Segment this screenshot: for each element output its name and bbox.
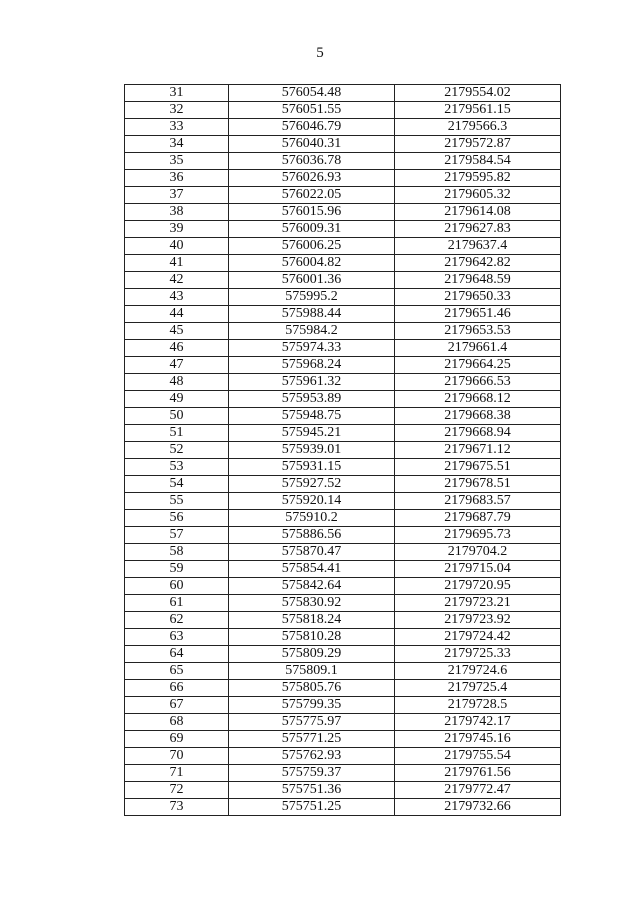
point-number-cell: 61	[125, 595, 229, 612]
point-number-cell: 44	[125, 306, 229, 323]
y-coordinate-cell: 2179724.6	[395, 663, 561, 680]
x-coordinate-cell: 575805.76	[229, 680, 395, 697]
x-coordinate-cell: 576040.31	[229, 136, 395, 153]
point-number-cell: 56	[125, 510, 229, 527]
y-coordinate-cell: 2179664.25	[395, 357, 561, 374]
table-row	[125, 799, 561, 816]
point-number-cell: 72	[125, 782, 229, 799]
table-row	[125, 697, 561, 714]
point-number-cell: 62	[125, 612, 229, 629]
table-row	[125, 510, 561, 527]
point-number-cell: 69	[125, 731, 229, 748]
page-number: 5	[316, 45, 324, 61]
y-coordinate-cell: 2179584.54	[395, 153, 561, 170]
point-number-cell: 50	[125, 408, 229, 425]
x-coordinate-cell: 575953.89	[229, 391, 395, 408]
table-row	[125, 391, 561, 408]
table-row	[125, 255, 561, 272]
x-coordinate-cell: 575762.93	[229, 748, 395, 765]
y-coordinate-cell: 2179614.08	[395, 204, 561, 221]
x-coordinate-cell: 575927.52	[229, 476, 395, 493]
point-number-cell: 65	[125, 663, 229, 680]
point-number-cell: 54	[125, 476, 229, 493]
x-coordinate-cell: 575886.56	[229, 527, 395, 544]
table-row	[125, 119, 561, 136]
y-coordinate-cell: 2179653.53	[395, 323, 561, 340]
table-row	[125, 731, 561, 748]
point-number-cell: 66	[125, 680, 229, 697]
table-row	[125, 425, 561, 442]
table-row	[125, 714, 561, 731]
point-number-cell: 57	[125, 527, 229, 544]
table-row	[125, 102, 561, 119]
table-row	[125, 289, 561, 306]
y-coordinate-cell: 2179648.59	[395, 272, 561, 289]
x-coordinate-cell: 575910.2	[229, 510, 395, 527]
y-coordinate-cell: 2179715.04	[395, 561, 561, 578]
x-coordinate-cell: 575842.64	[229, 578, 395, 595]
x-coordinate-cell: 575920.14	[229, 493, 395, 510]
x-coordinate-cell: 575968.24	[229, 357, 395, 374]
x-coordinate-cell: 576006.25	[229, 238, 395, 255]
y-coordinate-cell: 2179675.51	[395, 459, 561, 476]
y-coordinate-cell: 2179728.5	[395, 697, 561, 714]
point-number-cell: 49	[125, 391, 229, 408]
table-row	[125, 629, 561, 646]
point-number-cell: 68	[125, 714, 229, 731]
table-row	[125, 340, 561, 357]
point-number-cell: 73	[125, 799, 229, 816]
y-coordinate-cell: 2179671.12	[395, 442, 561, 459]
point-number-cell: 43	[125, 289, 229, 306]
point-number-cell: 46	[125, 340, 229, 357]
y-coordinate-cell: 2179605.32	[395, 187, 561, 204]
table-row	[125, 85, 561, 102]
point-number-cell: 38	[125, 204, 229, 221]
table-row	[125, 442, 561, 459]
point-number-cell: 34	[125, 136, 229, 153]
x-coordinate-cell: 575799.35	[229, 697, 395, 714]
point-number-cell: 51	[125, 425, 229, 442]
table-row	[125, 187, 561, 204]
x-coordinate-cell: 576022.05	[229, 187, 395, 204]
y-coordinate-cell: 2179755.54	[395, 748, 561, 765]
y-coordinate-cell: 2179724.42	[395, 629, 561, 646]
y-coordinate-cell: 2179678.51	[395, 476, 561, 493]
point-number-cell: 45	[125, 323, 229, 340]
table-row	[125, 204, 561, 221]
table-row	[125, 646, 561, 663]
x-coordinate-cell: 575984.2	[229, 323, 395, 340]
y-coordinate-cell: 2179723.21	[395, 595, 561, 612]
y-coordinate-cell: 2179687.79	[395, 510, 561, 527]
point-number-cell: 40	[125, 238, 229, 255]
table-row	[125, 595, 561, 612]
x-coordinate-cell: 575809.1	[229, 663, 395, 680]
y-coordinate-cell: 2179720.95	[395, 578, 561, 595]
table-row	[125, 527, 561, 544]
point-number-cell: 71	[125, 765, 229, 782]
table-row	[125, 561, 561, 578]
x-coordinate-cell: 575809.29	[229, 646, 395, 663]
x-coordinate-cell: 576051.55	[229, 102, 395, 119]
y-coordinate-cell: 2179745.16	[395, 731, 561, 748]
point-number-cell: 52	[125, 442, 229, 459]
y-coordinate-cell: 2179668.94	[395, 425, 561, 442]
x-coordinate-cell: 575948.75	[229, 408, 395, 425]
x-coordinate-cell: 575771.25	[229, 731, 395, 748]
table-row	[125, 408, 561, 425]
point-number-cell: 41	[125, 255, 229, 272]
table-row	[125, 663, 561, 680]
table-row	[125, 136, 561, 153]
table-row	[125, 459, 561, 476]
coordinates-table	[124, 84, 561, 816]
x-coordinate-cell: 575931.15	[229, 459, 395, 476]
coordinates-table-body	[125, 85, 561, 816]
table-row	[125, 748, 561, 765]
y-coordinate-cell: 2179725.33	[395, 646, 561, 663]
table-row	[125, 612, 561, 629]
y-coordinate-cell: 2179572.87	[395, 136, 561, 153]
table-row	[125, 153, 561, 170]
table-row	[125, 493, 561, 510]
point-number-cell: 59	[125, 561, 229, 578]
y-coordinate-cell: 2179661.4	[395, 340, 561, 357]
x-coordinate-cell: 575818.24	[229, 612, 395, 629]
x-coordinate-cell: 575775.97	[229, 714, 395, 731]
table-row	[125, 272, 561, 289]
x-coordinate-cell: 575759.37	[229, 765, 395, 782]
x-coordinate-cell: 576009.31	[229, 221, 395, 238]
table-row	[125, 544, 561, 561]
point-number-cell: 53	[125, 459, 229, 476]
table-row	[125, 357, 561, 374]
point-number-cell: 32	[125, 102, 229, 119]
point-number-cell: 63	[125, 629, 229, 646]
table-row	[125, 782, 561, 799]
x-coordinate-cell: 576004.82	[229, 255, 395, 272]
point-number-cell: 64	[125, 646, 229, 663]
y-coordinate-cell: 2179666.53	[395, 374, 561, 391]
y-coordinate-cell: 2179723.92	[395, 612, 561, 629]
y-coordinate-cell: 2179742.17	[395, 714, 561, 731]
point-number-cell: 58	[125, 544, 229, 561]
x-coordinate-cell: 575945.21	[229, 425, 395, 442]
x-coordinate-cell: 576054.48	[229, 85, 395, 102]
x-coordinate-cell: 575810.28	[229, 629, 395, 646]
point-number-cell: 31	[125, 85, 229, 102]
table-row	[125, 765, 561, 782]
point-number-cell: 33	[125, 119, 229, 136]
y-coordinate-cell: 2179732.66	[395, 799, 561, 816]
point-number-cell: 35	[125, 153, 229, 170]
y-coordinate-cell: 2179650.33	[395, 289, 561, 306]
y-coordinate-cell: 2179725.4	[395, 680, 561, 697]
y-coordinate-cell: 2179668.38	[395, 408, 561, 425]
table-row	[125, 578, 561, 595]
table-row	[125, 374, 561, 391]
y-coordinate-cell: 2179627.83	[395, 221, 561, 238]
table-row	[125, 680, 561, 697]
x-coordinate-cell: 576015.96	[229, 204, 395, 221]
point-number-cell: 48	[125, 374, 229, 391]
point-number-cell: 67	[125, 697, 229, 714]
y-coordinate-cell: 2179761.56	[395, 765, 561, 782]
point-number-cell: 60	[125, 578, 229, 595]
y-coordinate-cell: 2179668.12	[395, 391, 561, 408]
x-coordinate-cell: 575751.25	[229, 799, 395, 816]
y-coordinate-cell: 2179683.57	[395, 493, 561, 510]
y-coordinate-cell: 2179695.73	[395, 527, 561, 544]
x-coordinate-cell: 576026.93	[229, 170, 395, 187]
point-number-cell: 37	[125, 187, 229, 204]
x-coordinate-cell: 575854.41	[229, 561, 395, 578]
point-number-cell: 36	[125, 170, 229, 187]
x-coordinate-cell: 575988.44	[229, 306, 395, 323]
x-coordinate-cell: 575995.2	[229, 289, 395, 306]
x-coordinate-cell: 575939.01	[229, 442, 395, 459]
y-coordinate-cell: 2179642.82	[395, 255, 561, 272]
x-coordinate-cell: 576001.36	[229, 272, 395, 289]
table-row	[125, 476, 561, 493]
x-coordinate-cell: 576036.78	[229, 153, 395, 170]
y-coordinate-cell: 2179772.47	[395, 782, 561, 799]
x-coordinate-cell: 575974.33	[229, 340, 395, 357]
x-coordinate-cell: 575830.92	[229, 595, 395, 612]
point-number-cell: 39	[125, 221, 229, 238]
point-number-cell: 47	[125, 357, 229, 374]
point-number-cell: 42	[125, 272, 229, 289]
y-coordinate-cell: 2179554.02	[395, 85, 561, 102]
table-row	[125, 323, 561, 340]
y-coordinate-cell: 2179637.4	[395, 238, 561, 255]
table-row	[125, 238, 561, 255]
table-row	[125, 170, 561, 187]
y-coordinate-cell: 2179561.15	[395, 102, 561, 119]
y-coordinate-cell: 2179704.2	[395, 544, 561, 561]
x-coordinate-cell: 575751.36	[229, 782, 395, 799]
x-coordinate-cell: 575961.32	[229, 374, 395, 391]
y-coordinate-cell: 2179595.82	[395, 170, 561, 187]
x-coordinate-cell: 576046.79	[229, 119, 395, 136]
table-row	[125, 221, 561, 238]
y-coordinate-cell: 2179566.3	[395, 119, 561, 136]
point-number-cell: 55	[125, 493, 229, 510]
table-row	[125, 306, 561, 323]
point-number-cell: 70	[125, 748, 229, 765]
y-coordinate-cell: 2179651.46	[395, 306, 561, 323]
x-coordinate-cell: 575870.47	[229, 544, 395, 561]
